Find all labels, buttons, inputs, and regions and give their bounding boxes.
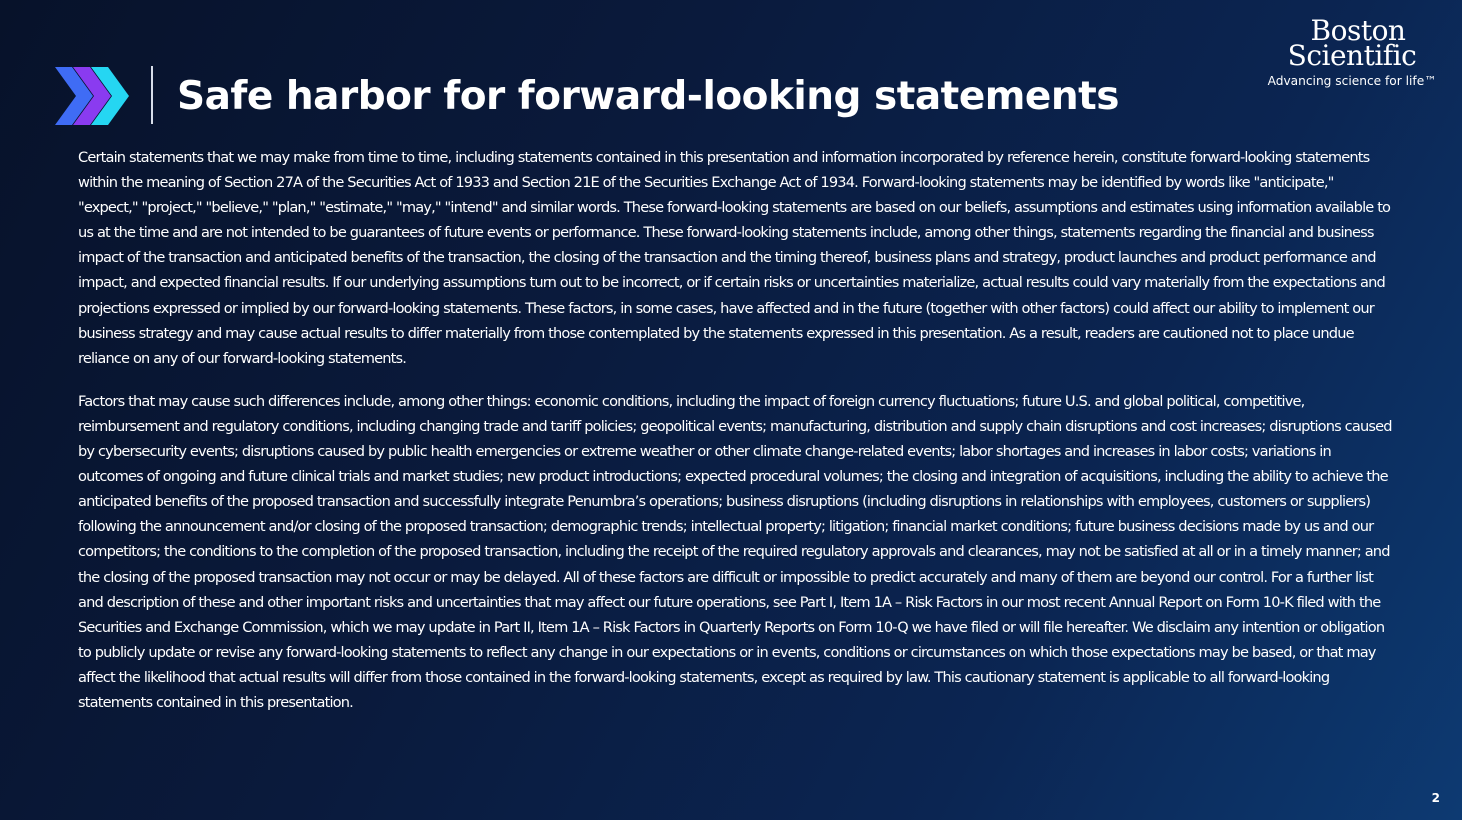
title-divider — [151, 66, 153, 124]
logo-wordmark-line1: Boston — [1310, 14, 1406, 47]
page-number: 2 — [1431, 791, 1440, 805]
boston-scientific-logo — [1262, 14, 1442, 100]
paragraph-forward-looking: Certain statements that we may make from time to time, including statements contained in this presentation and information incorporated by reference herein, constitute forward-looking statements within the meaning of Section 27A of the Securities Act of 1933 and Section 21E of the Securities Exchange Act of 1934. Forward-looking statements may be identified by words like "anticipate," "expect," "project," "believe," "plan," "estimate," "may," "intend" and similar words. These forward-looking statements are based on our beliefs, assumptions and estimates using information available to us at the time and are not intended to be guarantees of future events or performance. These forward-looking statements include, among other things, statements regarding the financial and business impact of the transaction and anticipated benefits of the transaction, the closing of the transaction and the timing thereof, business plans and strategy, product launches and product performance and impact, and expected financial results. If our underlying assumptions turn out to be incorrect, or if certain risks or uncertainties materialize, actual results could vary materially from the expectations and projections expressed or implied by our forward-looking statements. These factors, in some cases, have affected and in the future (together with other factors) could affect our ability to implement our business strategy and may cause actual results to differ materially from those contemplated by the statements expressed in this presentation. As a result, readers are cautioned not to place undue reliance on any of our forward-looking statements. — [78, 149, 1391, 367]
slide-title: Safe harbor for forward-looking statements — [177, 74, 1119, 119]
logo-tagline: Advancing science for life™ — [1267, 74, 1437, 88]
safe-harbor-body — [78, 145, 1396, 733]
triple-chevron-icon — [55, 67, 131, 125]
paragraph-risk-factors: Factors that may cause such differences include, among other things: economic conditions, including the impact of foreign currency fluctuations; future U.S. and global political, competitive, reimbursement and regulatory conditions, including changing trade and tariff policies; geopolitical events; manufacturing, distribution and supply chain disruptions and cost increases; disruptions caused by cybersecurity events; disruptions caused by public health emergencies or extreme weather or other climate change-related events; labor shortages and increases in labor costs; variations in outcomes of ongoing and future clinical trials and market studies; new product introductions; expected procedural volumes; the closing and integration of acquisitions, including the ability to achieve the anticipated benefits of the proposed transaction and successfully integrate Penumbra’s operations; business disruptions (including disruptions in relationships with employees, customers or suppliers) following the announcement and/or closing of the proposed transaction; demographic trends; intellectual property; litigation; financial market conditions; future business decisions made by us and our competitors; the conditions to the completion of the proposed transaction, including the receipt of the required regulatory approvals and clearances, may not be satisfied at all or in a timely manner; and the closing of the proposed transaction may not occur or may be delayed. All of these factors are difficult or impossible to predict accurately and many of them are beyond our control. For a further list and description of these and other important risks and uncertainties that may affect our future operations, see Part I, Item 1A – Risk Factors in our most recent Annual Report on Form 10-K filed with the Securities and Exchange Commission, which we may update in Part II, Item 1A – Risk Factors in Quarterly Reports on Form 10-Q we have filed or will file hereafter. We disclaim any intention or obligation to publicly update or revise any forward-looking statements to reflect any change in our expectations or in events, conditions or circumstances on which those expectations may be based, or that may affect the likelihood that actual results will differ from those contained in the forward-looking statements, except as required by law. This cautionary statement is applicable to all forward-looking statements contained in this presentation. — [78, 392, 1392, 711]
logo-wordmark-line2: Scientific — [1287, 39, 1417, 72]
